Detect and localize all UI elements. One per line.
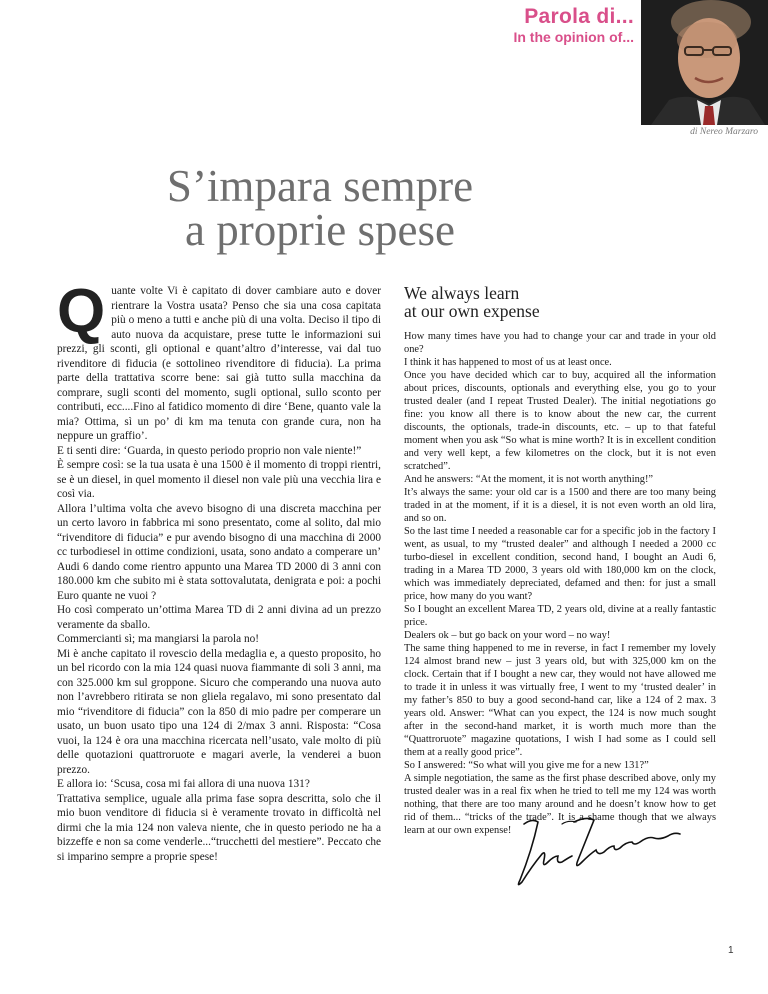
page-number: 1 [728,945,734,956]
english-heading-line-2: at our own expense [404,301,540,321]
section-title: Parola di... [524,5,634,28]
english-paragraph: So I bought an excellent Marea TD, 2 years old, divine at a really fantastic price. [404,604,716,628]
english-paragraph: I think it has happened to most of us at least once. [404,357,612,368]
headline-line-1: S’impara sempre [166,161,474,211]
author-byline: di Nereo Marzaro [690,127,758,137]
english-heading [404,284,716,320]
drop-cap: Q [57,277,106,346]
italian-paragraph: Trattativa semplice, uguale alla prima fase sopra descritta, solo che il mio buon venditore di fiducia si è veramente trovato in difficoltà nel dirmi che la mia 124 non valeva niente, che in questo periodo ne ha a bizzeffe e non sa come venderle...“trucchetti del mestiere”. Peccato che si imparino sempre a proprie spese! [57,792,381,863]
english-paragraph: It’s always the same: your old car is a 1500 and there are too many being traded in at the moment, if it is a diesel, it is not even worth an old lira, and so on. [404,487,716,524]
english-paragraph: And he answers: “At the moment, it is not worth anything!” [404,474,654,485]
italian-article [57,277,381,864]
signature-icon [502,810,684,892]
author-photo [641,0,768,125]
italian-paragraph: E allora io: ‘Scusa, cosa mi fai allora di una nuova 131? [57,778,310,790]
italian-paragraph: Mi è anche capitato il rovescio della medaglia e, a questo proposito, ho un bel ricordo con la mia 124 quasi nuova fiammante di soli 3 anni, ma con 325.000 km sul groppone. Sicuro che comperando una nuova auto non l’avrebbero ritirata se non gliela regalavo, mi sono presentato dal mio “rivenditore di fiducia” con la 850 di mio padre per comperare un usato, un buon usato tipo una 124 di 2/max 3 anni. Risposta: “Cosa vuoi, la 124 è ora una macchina ricercata nell’usato, vale molto di più delle quotazioni quattroruote e magari averle, la venderei a buon prezzo. [57,647,381,776]
italian-paragraph: E ti senti dire: ‘Guarda, in questo periodo proprio non vale niente!” [57,444,362,457]
english-paragraph: A simple negotiation, the same as the first phase described above, only my trusted dealer was in a real fix when he tried to tell me my 124 was worth nothing, that there are too many around and he doesn’t know how to get rid of them... “tricks of the trade”. It is a shame though that we always learn at our own expense! [404,773,716,836]
english-paragraph: So I answered: “So what will you give me for a new 131?” [404,760,649,771]
section-header [513,6,634,45]
headline-line-2: a proprie spese [185,205,455,255]
english-paragraph: So the last time I needed a reasonable car for a specific job in the factory I went, as usual, to my “trusted dealer” and although I needed a 2000 cc turbo-diesel in excellent condition, second hand, I bought an Audi 6, trading in a Marea TD 2000, 3 years old with 180,000 km on the clock, which was immediately depreciated, defamed and then: for just a small price, how many do you want? [404,526,716,602]
italian-paragraph: Commercianti sì; ma mangiarsi la parola no! [57,633,260,645]
headline [100,161,540,255]
english-article [404,284,716,837]
italian-paragraph: Ho così comperato un’ottima Marea TD di 2 anni divina ad un prezzo veramente da sballo. [57,604,381,631]
english-paragraph: How many times have you had to change your car and trade in your old one? [404,331,716,355]
italian-paragraph: È sempre così: se la tua usata è una 1500 è il momento di troppi rientri, se è un diesel, in quel momento il diesel non vale più una vecchia lira e così via. [57,459,381,500]
english-paragraph: The same thing happened to me in reverse, in fact I remember my lovely 124 almost brand new – just 3 years old, but with 325,000 km on the clock. Certain that if I bought a new car, they would not have allowed me to trade it in unless it was virtually free, I went to my ‘trusted dealer’ in my father’s 850 to buy a good second-hand car, like a 124 of 2 max. 3 years old. Answer: “What can you expect, the 124 is now much sought after in the second-hand market, it is worth much more than the “Quattroruote” magazine quotations, I wish I had some as I could sell them at a really good price”. [404,643,716,758]
section-subtitle: In the opinion of... [513,29,634,45]
english-paragraph: Once you have decided which car to buy, acquired all the information about prices, discounts, optionals and everything else, you go to your trusted dealer (and I repeat Trusted Dealer). The initial negotiations go fine: you know all there is to know about the new car, the current discounts, the optionals, trade-in discounts, etc. – up to that fateful moment when you ask “So what is mine worth? It is in excellent condition and very well kept, a few kilometres on the clock, but it is not even scratched”. [404,370,716,472]
italian-paragraph [57,277,381,444]
author-portrait-icon [641,0,768,125]
italian-paragraph: Allora l’ultima volta che avevo bisogno di una discreta macchina per un certo lavoro in fabbrica mi sono presentato, come al solito, dal mio “rivenditore di fiducia” e pur avendo bisogno di una macchina di 2000 cc turbodiesel in ottime condizioni, usata, sono andato a comperare un’ Audi 6 dando come rientro appunto una Marea TD 2000 di 3 anni con 180.000 km che subito mi è stata sottovalutata, denigrata e poi: a pochi Euro quante ne vuoi ? [57,502,381,602]
english-heading-line-1: We always learn [404,283,520,303]
english-paragraph: Dealers ok – but go back on your word – no way! [404,630,611,641]
italian-paragraph-text: uante volte Vi è capitato di dover cambiare auto e dover rientrare la Vostra usata? Penso che sia una cosa capitata più o meno a tutti e anche più di una volta. Deciso il tipo di auto nuova da acquistare, prese tutte le informazioni sui prezzi, gli sconti, gli optional e quant’altro d’interesse, vai dal tuo rivenditore di fiducia (e sottolineo rivenditore di fiducia). La prima parte della trattativa scorre bene: sai già tutto sulla macchina da comprare, sugli sconti del momento, sugli optional, sullo sconto per contributi, ecc....Fino al fatidico momento di dire ‘Bene, quanto vale la mia? Ottima, sì un po’ di km ma tenuta con grande cura, non ha neppure un graffio’. [57,285,381,442]
